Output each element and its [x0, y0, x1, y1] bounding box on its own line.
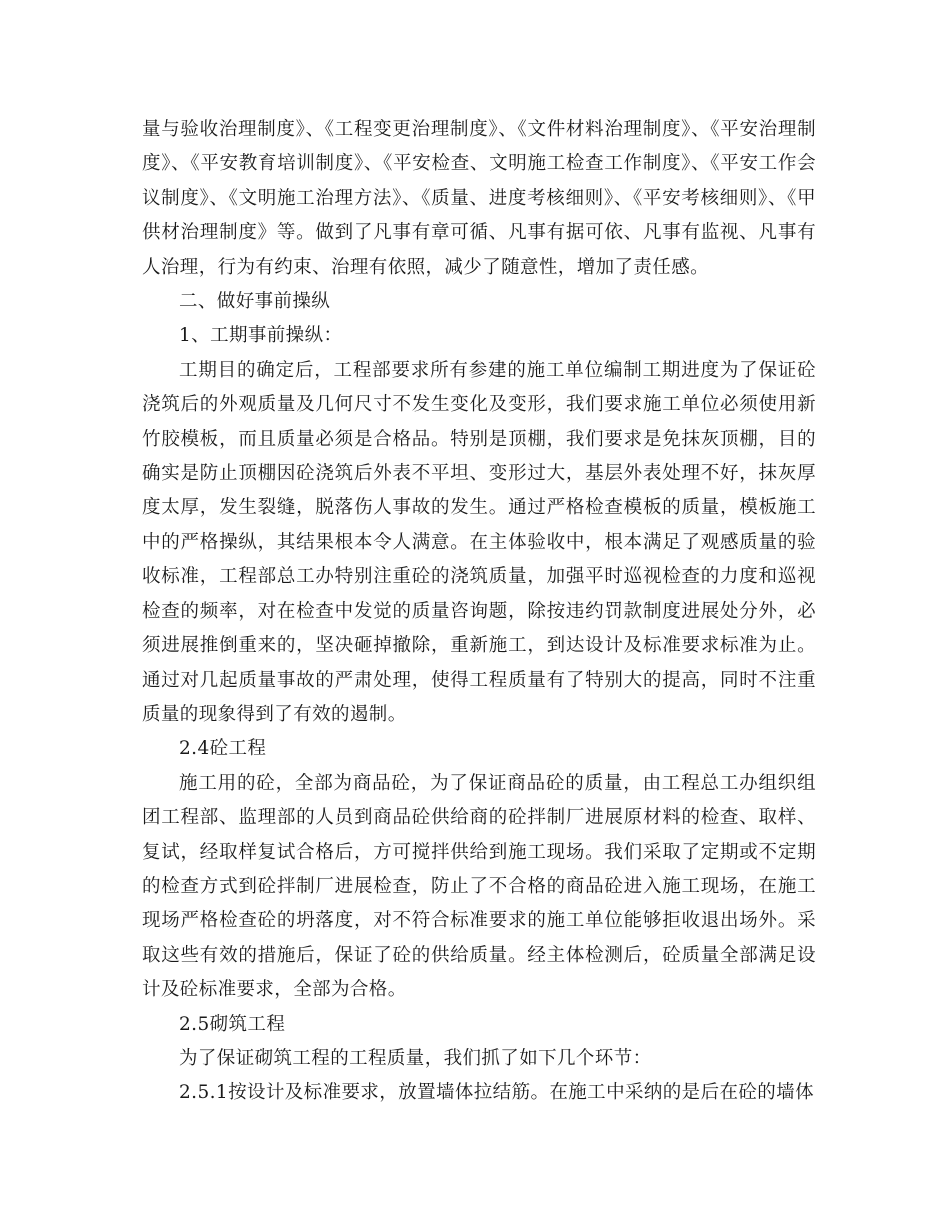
section-heading-pre-control: 二、做好事前操纵 [179, 291, 331, 313]
subsection-heading-concrete-works: 2.4砼工程 [179, 738, 267, 760]
paragraph-concrete-works: 施工用的砼，全部为商品砼，为了保证商品砼的质量，由工程总工办组织组团工程部、监理部的人员到商品砼供给商的砼拌制厂进展原材料的检查、取样、复试，经取样复试合格后，方可搅拌供给到施工现场。我们采取了定期或不定期的检查方式到砼拌制厂进展检查，防止了不合格的商品砼进入施工现场，在施工现场严格检查砼的坍落度，对不符合标准要求的施工单位能够拒收退出场外。采取这些有效的措施后，保证了砼的供给质量。经主体检测后，砼质量全部满足设计及砼标准要求，全部为合格。 [142, 772, 816, 1001]
paragraph-regulations-continued: 量与验收治理制度》、《工程变更治理制度》、《文件材料治理制度》、《平安治理制度》、《平安教育培训制度》、《平安检查、文明施工检查工作制度》、《平安工作会议制度》、《文明施工治理方法》、《质量、进度考核细则》、《平安考核细则》、《甲供材治理制度》等。做到了凡事有章可循、凡事有据可依、凡事有监视、凡事有人治理，行为有约束、治理有依照，减少了随意性，增加了责任感。 [142, 119, 816, 278]
subsection-heading-schedule-control: 1、工期事前操纵： [179, 325, 343, 347]
paragraph-masonry-item-2-5-1: 2.5.1按设计及标准要求，放置墙体拉结筋。在施工中采纳的是后在砼的墙体 [179, 1082, 814, 1104]
subsection-heading-masonry-works: 2.5砌筑工程 [179, 1013, 286, 1035]
paragraph-schedule-control: 工期目的确定后，工程部要求所有参建的施工单位编制工期进度为了保证砼浇筑后的外观质量及几何尺寸不发生变化及变形，我们要求施工单位必须使用新竹胶模板，而且质量必须是合格品。特别是顶棚，我们要求是免抹灰顶棚，目的确实是防止顶棚因砼浇筑后外表不平坦、变形过大，基层外表处理不好，抹灰厚度太厚，发生裂缝，脱落伤人事故的发生。通过严格检查模板的质量，模板施工中的严格操纵，其结果根本令人满意。在主体验收中，根本满足了观感质量的验收标准，工程部总工办特别注重砼的浇筑质量，加强平时巡视检查的力度和巡视检查的频率，对在检查中发觉的质量咨询题，除按违约罚款制度进展处分外，必须进展推倒重来的，坚决砸掉撤除，重新施工，到达设计及标准要求标准为止。通过对几起质量事故的严肃处理，使得工程质量有了特别大的提高，同时不注重质量的现象得到了有效的遏制。 [142, 359, 816, 725]
document-body [142, 113, 816, 1111]
paragraph-masonry-intro: 为了保证砌筑工程的工程质量，我们抓了如下几个环节： [179, 1047, 652, 1069]
